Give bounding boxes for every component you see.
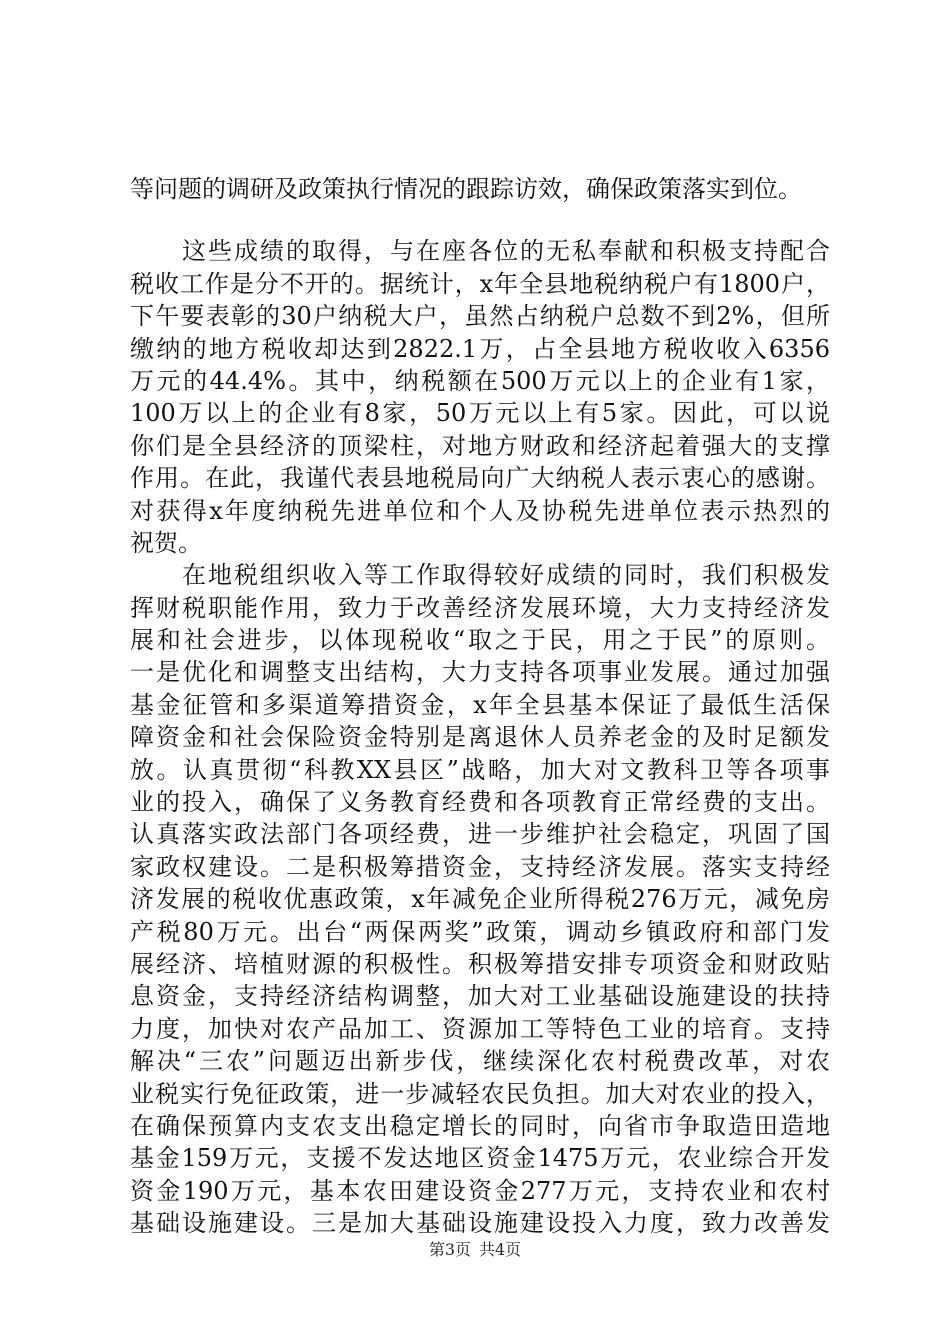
text-line: 产税80万元。出台“两保两奖”政策，调动乡镇政府和部门发 [130, 917, 830, 946]
text-line: 基础设施建设。三是加大基础设施建设投入力度，致力改善发 [130, 1209, 830, 1238]
text-line: 力度，加快对农产品加工、资源加工等特色工业的培育。支持 [130, 1014, 830, 1043]
paragraph-continuation [130, 173, 830, 205]
text-line: 在确保预算内支农支出稳定增长的同时，向省市争取造田造地 [130, 1111, 830, 1140]
text-line: 挥财税职能作用，致力于改善经济发展环境，大力支持经济发 [130, 593, 830, 622]
document-body [130, 173, 830, 1240]
text-line: 对获得x年度纳税先进单位和个人及协税先进单位表示热烈的 [130, 496, 830, 525]
text-line: 展和社会进步，以体现税收“取之于民，用之于民”的原则。 [130, 626, 830, 655]
text-line: 家政权建设。二是积极筹措资金，支持经济发展。落实支持经 [130, 852, 830, 881]
text-line: 济发展的税收优惠政策，x年减免企业所得税276万元，减免房 [130, 885, 830, 914]
text-line: 基金159万元，支援不发达地区资金1475万元，农业综合开发 [130, 1144, 830, 1173]
text-line: 100万以上的企业有8家，50万元以上有5家。因此，可以说 [130, 399, 830, 428]
paragraph-fiscal-support [130, 559, 830, 1239]
text-line: 业的投入，确保了义务教育经费和各项教育正常经费的支出。 [130, 788, 830, 817]
text-line: 下午要表彰的30户纳税大户，虽然占纳税户总数不到2%，但所 [130, 302, 830, 331]
text-line: 认真落实政法部门各项经费，进一步维护社会稳定，巩固了国 [130, 820, 830, 849]
text-line: 基金征管和多渠道筹措资金，x年全县基本保证了最低生活保 [130, 690, 830, 719]
text-line: 在地税组织收入等工作取得较好成绩的同时，我们积极发 [130, 561, 830, 590]
text-line: 你们是全县经济的顶梁柱，对地方财政和经济起着强大的支撑 [130, 431, 830, 460]
text-line: 业税实行免征政策，进一步减轻农民负担。加大对农业的投入， [130, 1079, 830, 1108]
text-line: 放。认真贯彻“科教XX县区”战略，加大对文教科卫等各项事 [130, 755, 830, 784]
page-number: 第3页 [428, 1240, 471, 1259]
text-line: 作用。在此，我谨代表县地税局向广大纳税人表示衷心的感谢。 [130, 464, 830, 493]
text-line: 息资金，支持经济结构调整，加大对工业基础设施建设的扶持 [130, 982, 830, 1011]
paragraph-achievements [130, 235, 830, 559]
text-line: 障资金和社会保险资金特别是离退休人员养老金的及时足额发 [130, 723, 830, 752]
text-line: 缴纳的地方税收却达到2822.1万，占全县地方税收收入6356 [130, 334, 830, 363]
text-line: 一是优化和调整支出结构，大力支持各项事业发展。通过加强 [130, 658, 830, 687]
text-line: 万元的44.4%。其中，纳税额在500万元以上的企业有1家， [130, 366, 830, 395]
page-total: 共4页 [479, 1240, 522, 1259]
text-line: 税收工作是分不开的。据统计，x年全县地税纳税户有1800户， [130, 269, 830, 298]
text-line: 等问题的调研及政策执行情况的跟踪访效，确保政策落实到位。 [130, 175, 802, 203]
text-line: 祝贺。 [130, 528, 202, 557]
paragraph-gap [130, 205, 830, 235]
text-line: 展经济、培植财源的积极性。积极筹措安排专项资金和财政贴 [130, 949, 830, 978]
text-line: 解决“三农”问题迈出新步伐，继续深化农村税费改革，对农 [130, 1047, 830, 1076]
text-line: 这些成绩的取得，与在座各位的无私奉献和积极支持配合 [130, 237, 830, 266]
text-line: 资金190万元，基本农田建设资金277万元，支持农业和农村 [130, 1176, 830, 1205]
page-footer [0, 1240, 950, 1260]
